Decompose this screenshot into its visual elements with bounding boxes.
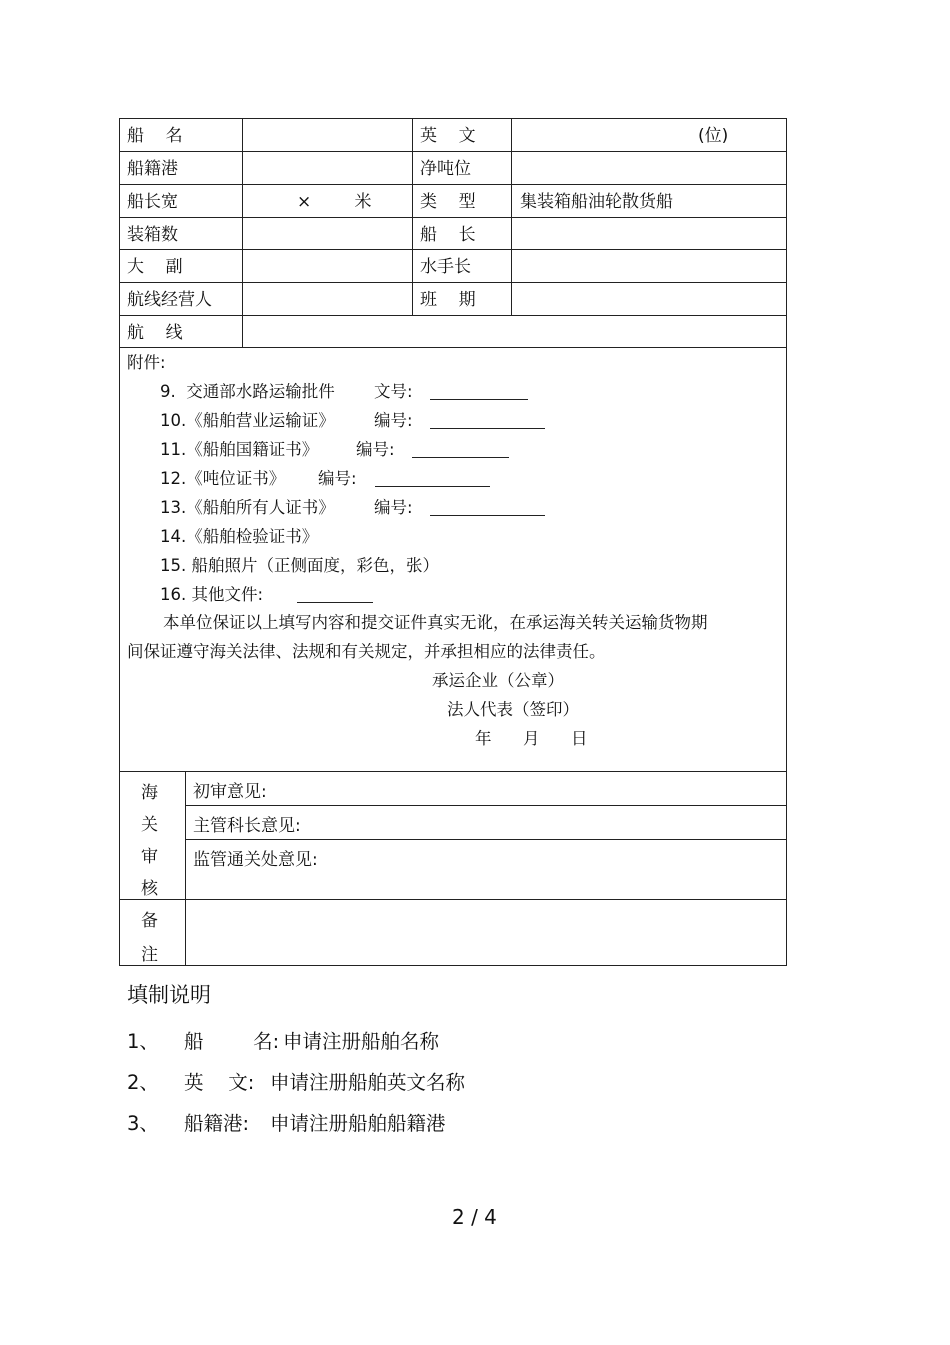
page-number: 2 / 4 xyxy=(452,1205,497,1229)
route-label: 航 线 xyxy=(127,323,183,343)
attachment-number-label: 编号: xyxy=(318,469,357,488)
column-divider xyxy=(185,771,186,966)
section-divider xyxy=(119,899,787,900)
instruction-field: 船 名: xyxy=(184,1030,280,1053)
blank-line xyxy=(430,399,528,400)
chief-officer-label: 大 副 xyxy=(127,257,183,277)
legal-representative-label: 法人代表（签印） xyxy=(447,700,579,719)
instruction-desc: 申请注册船舶船籍港 xyxy=(270,1112,446,1135)
attachment-item: 11.《船舶国籍证书》 xyxy=(160,440,319,459)
instruction-number: 3、 xyxy=(127,1112,159,1135)
row-divider xyxy=(119,184,787,185)
section-chief-review-label: 主管科长意见: xyxy=(193,816,301,836)
net-tonnage-label: 净吨位 xyxy=(420,159,471,179)
customs-review-char: 审 xyxy=(141,847,158,867)
attachment-number-label: 文号: xyxy=(374,382,413,401)
blank-line xyxy=(297,602,373,603)
instruction-number: 2、 xyxy=(127,1071,159,1094)
row-divider xyxy=(119,282,787,283)
blank-line xyxy=(430,428,545,429)
blank-line xyxy=(430,515,545,516)
blank-line xyxy=(412,457,509,458)
row-divider xyxy=(119,347,787,348)
row-divider xyxy=(119,315,787,316)
schedule-label: 班 期 xyxy=(420,290,476,310)
initial-review-label: 初审意见: xyxy=(193,782,267,802)
port-of-registry-label: 船籍港 xyxy=(127,159,178,179)
attachment-item: 9. 交通部水路运输批件 xyxy=(160,382,335,401)
row-divider xyxy=(185,805,787,806)
attachment-item: 12.《吨位证书》 xyxy=(160,469,286,488)
container-count-label: 装箱数 xyxy=(127,225,178,245)
attachments-title: 附件: xyxy=(127,353,166,372)
attachment-item: 13.《船舶所有人证书》 xyxy=(160,498,335,517)
ship-type-value: 集装箱船油轮散货船 xyxy=(520,192,673,212)
ship-type-label: 类 型 xyxy=(420,192,476,212)
declaration-line: 间保证遵守海关法律、法规和有关规定，并承担相应的法律责任。 xyxy=(127,642,606,661)
instruction-desc: 申请注册船舶名称 xyxy=(283,1030,440,1053)
customs-review-char: 海 xyxy=(141,783,158,803)
attachment-item: 10.《船舶营业运输证》 xyxy=(160,411,335,430)
attachment-number-label: 编号: xyxy=(374,411,413,430)
ship-dimensions-label: 船长宽 xyxy=(127,192,178,212)
column-divider xyxy=(412,118,413,315)
blank-line xyxy=(375,486,490,487)
english-name-value: (位) xyxy=(698,126,729,146)
row-divider xyxy=(119,217,787,218)
customs-review-char: 关 xyxy=(141,815,158,835)
captain-label: 船 长 xyxy=(420,225,476,245)
declaration-line: 本单位保证以上填写内容和提交证件真实无讹，在承运海关转关运输货物期 xyxy=(163,613,708,632)
column-divider xyxy=(242,118,243,347)
date-line: 年 月 日 xyxy=(475,729,588,748)
instructions-title: 填制说明 xyxy=(127,983,211,1007)
attachment-item: 16. 其他文件: xyxy=(160,585,264,604)
instruction-field: 英 文: xyxy=(184,1071,255,1094)
ship-name-label: 船 名 xyxy=(127,126,183,146)
boatswain-label: 水手长 xyxy=(420,257,471,277)
instruction-number: 1、 xyxy=(127,1030,159,1053)
attachment-item: 14.《船舶检验证书》 xyxy=(160,527,319,546)
attachment-number-label: 编号: xyxy=(356,440,395,459)
remarks-char: 备 xyxy=(141,911,158,931)
row-divider xyxy=(119,249,787,250)
remarks-char: 注 xyxy=(141,945,158,965)
row-divider xyxy=(185,839,787,840)
company-seal-label: 承运企业（公章） xyxy=(432,671,564,690)
row-divider xyxy=(119,151,787,152)
attachment-item: 15. 船舶照片（正侧面度，彩色，张） xyxy=(160,556,439,575)
ship-dimensions-value: × 米 xyxy=(297,192,372,212)
section-divider xyxy=(119,771,787,772)
route-operator-label: 航线经营人 xyxy=(127,290,212,310)
supervision-review-label: 监管通关处意见: xyxy=(193,850,318,870)
customs-review-char: 核 xyxy=(141,879,158,899)
column-divider xyxy=(511,118,512,315)
instruction-field: 船籍港: xyxy=(184,1112,250,1135)
instruction-desc: 申请注册船舶英文名称 xyxy=(270,1071,466,1094)
attachment-number-label: 编号: xyxy=(374,498,413,517)
english-name-label: 英 文 xyxy=(420,126,476,146)
